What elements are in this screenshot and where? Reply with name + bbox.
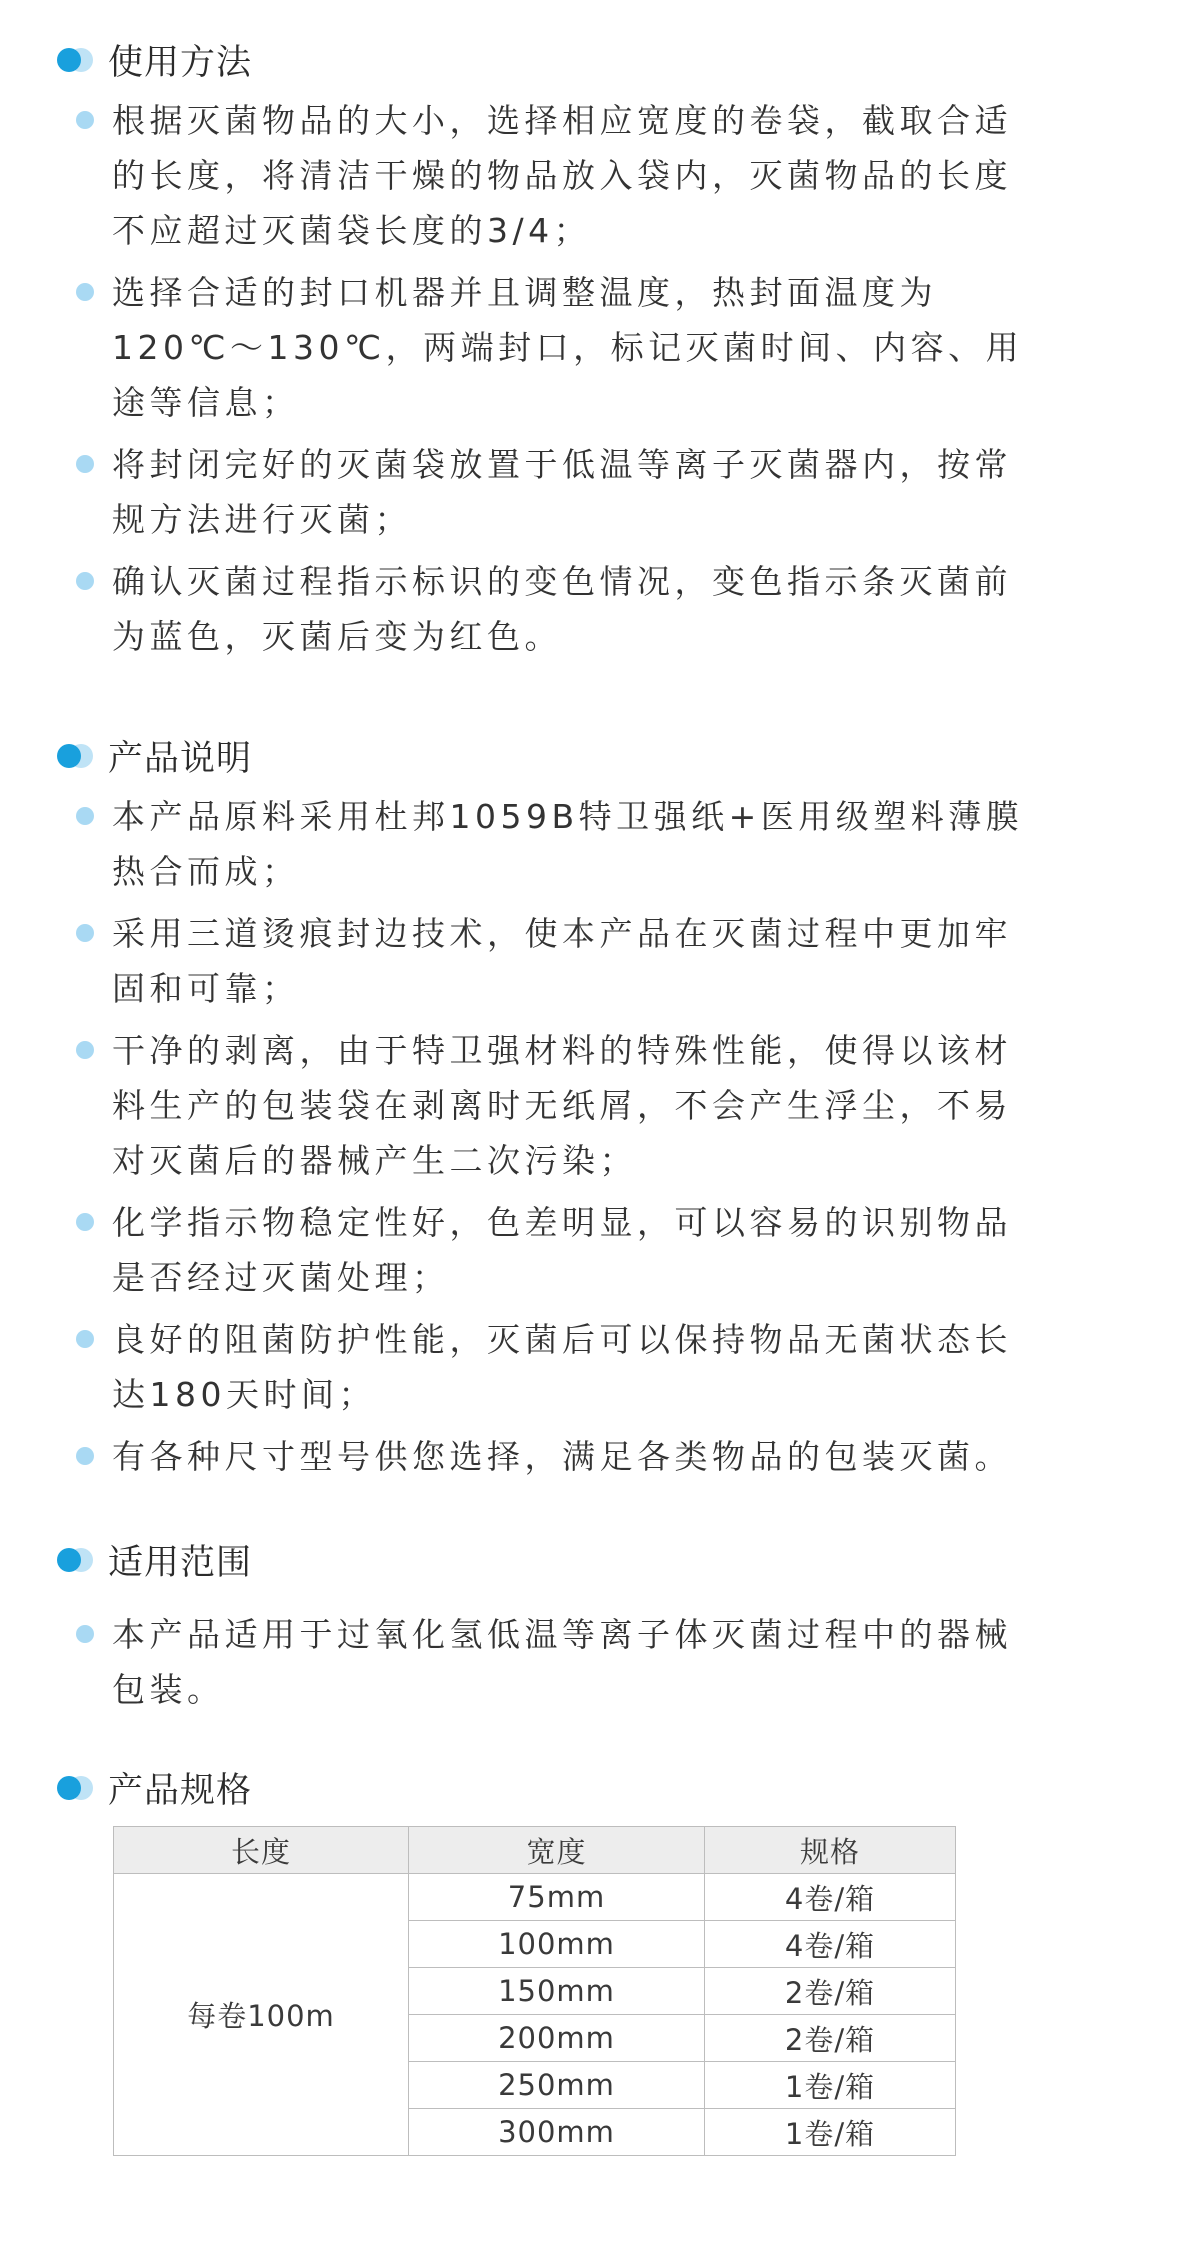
header-length: 长度 <box>114 1827 409 1874</box>
spec-cell: 4卷/箱 <box>705 1874 956 1921</box>
scope-section-title: 适用范围 <box>108 1543 253 1583</box>
width-cell: 250mm <box>409 2062 705 2109</box>
scope-list <box>57 1607 1037 1717</box>
spec-cell: 4卷/箱 <box>705 1921 956 1968</box>
bullet-dot-icon <box>76 1213 94 1231</box>
spec-cell: 1卷/箱 <box>705 2062 956 2109</box>
usage-section-title: 使用方法 <box>108 43 253 83</box>
section-bullet-icon <box>57 742 95 770</box>
usage-list <box>57 93 1037 664</box>
width-cell: 200mm <box>409 2015 705 2062</box>
scope-section-header <box>57 1537 1037 1583</box>
section-bullet-icon <box>57 1774 95 1802</box>
usage-section-header <box>57 37 1037 83</box>
width-cell: 300mm <box>409 2109 705 2156</box>
bullet-dot-icon <box>76 1330 94 1348</box>
specs-section-title: 产品规格 <box>108 1771 253 1811</box>
description-item: 采用三道烫痕封边技术，使本产品在灭菌过程中更加牢固和可靠； <box>57 906 1032 1016</box>
bullet-dot-icon <box>76 455 94 473</box>
usage-item: 确认灭菌过程指示标识的变色情况，变色指示条灭菌前为蓝色，灭菌后变为红色。 <box>57 554 1032 664</box>
bullet-dot-icon <box>76 1041 94 1059</box>
spec-table <box>113 1826 956 2156</box>
scope-section <box>57 1537 1037 1717</box>
specs-section-header <box>57 1765 1037 1811</box>
header-width: 宽度 <box>409 1827 705 1874</box>
table-header-row <box>114 1827 956 1874</box>
bullet-dot-icon <box>76 111 94 129</box>
length-cell: 每卷100m <box>114 1874 409 2156</box>
header-spec: 规格 <box>705 1827 956 1874</box>
usage-item: 将封闭完好的灭菌袋放置于低温等离子灭菌器内，按常规方法进行灭菌； <box>57 437 1032 547</box>
description-list <box>57 789 1037 1484</box>
description-item: 化学指示物稳定性好，色差明显，可以容易的识别物品是否经过灭菌处理； <box>57 1195 1032 1305</box>
bullet-dot-icon <box>76 1625 94 1643</box>
description-section-header <box>57 733 1037 779</box>
spec-cell: 1卷/箱 <box>705 2109 956 2156</box>
description-item: 本产品原料采用杜邦1059B特卫强纸+医用级塑料薄膜热合而成； <box>57 789 1032 899</box>
description-item: 良好的阻菌防护性能，灭菌后可以保持物品无菌状态长达180天时间； <box>57 1312 1032 1422</box>
bullet-dot-icon <box>76 924 94 942</box>
description-section <box>57 733 1037 1484</box>
specs-section <box>57 1765 1037 1811</box>
width-cell: 150mm <box>409 1968 705 2015</box>
usage-item: 根据灭菌物品的大小，选择相应宽度的卷袋，截取合适的长度，将清洁干燥的物品放入袋内，灭菌物品的长度不应超过灭菌袋长度的3/4； <box>57 93 1032 258</box>
spec-cell: 2卷/箱 <box>705 2015 956 2062</box>
scope-item: 本产品适用于过氧化氢低温等离子体灭菌过程中的器械包装。 <box>57 1607 1032 1717</box>
description-item: 有各种尺寸型号供您选择，满足各类物品的包装灭菌。 <box>57 1429 1032 1484</box>
table-row <box>114 1874 956 1921</box>
bullet-dot-icon <box>76 572 94 590</box>
section-bullet-icon <box>57 46 95 74</box>
width-cell: 75mm <box>409 1874 705 1921</box>
spec-cell: 2卷/箱 <box>705 1968 956 2015</box>
usage-item: 选择合适的封口机器并且调整温度，热封面温度为120℃～130℃，两端封口，标记灭菌时间、内容、用途等信息； <box>57 265 1032 430</box>
section-bullet-icon <box>57 1546 95 1574</box>
description-section-title: 产品说明 <box>108 739 253 779</box>
usage-section <box>57 37 1037 664</box>
width-cell: 100mm <box>409 1921 705 1968</box>
description-item: 干净的剥离，由于特卫强材料的特殊性能，使得以该材料生产的包装袋在剥离时无纸屑，不会产生浮尘，不易对灭菌后的器械产生二次污染； <box>57 1023 1032 1188</box>
bullet-dot-icon <box>76 283 94 301</box>
bullet-dot-icon <box>76 807 94 825</box>
bullet-dot-icon <box>76 1447 94 1465</box>
